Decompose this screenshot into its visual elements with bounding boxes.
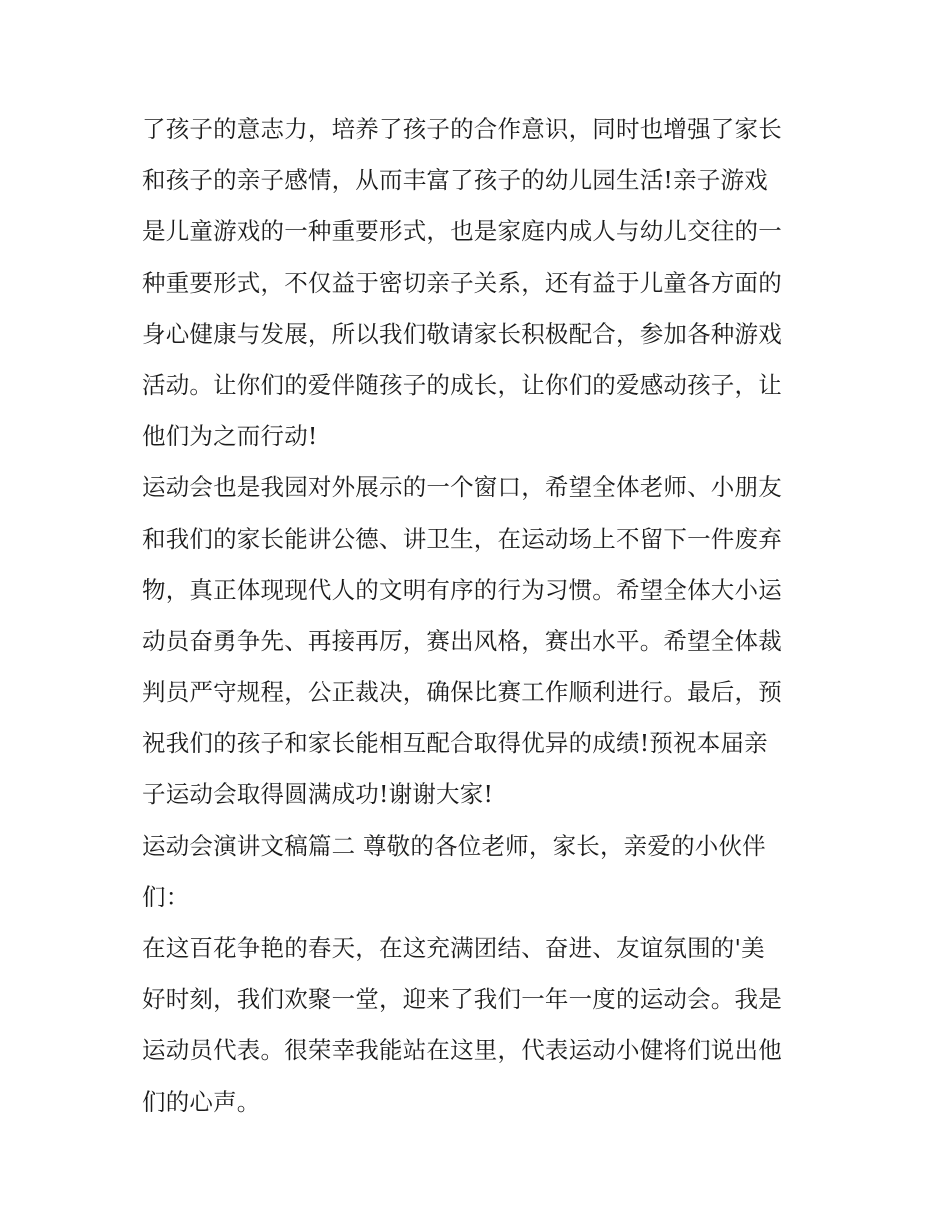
text-line: 判员严守规程，公正裁决，确保比赛工作顺利进行。最后，预 <box>142 678 782 707</box>
text-line: 动员奋勇争先、再接再厉，赛出风格，赛出水平。希望全体裁 <box>142 626 782 655</box>
text-line: 子运动会取得圆满成功!谢谢大家! <box>142 780 494 809</box>
text-line: 和我们的家长能讲公德、讲卫生，在运动场上不留下一件废弃 <box>142 524 782 553</box>
document-body <box>142 104 822 1128</box>
text-line: 他们为之而行动! <box>142 422 318 451</box>
text-line: 运动员代表。很荣幸我能站在这里，代表运动小健将们说出他 <box>142 1036 782 1065</box>
text-line: 物，真正体现现代人的文明有序的行为习惯。希望全体大小运 <box>142 575 782 604</box>
text-line: 们： <box>142 882 190 911</box>
text-line: 活动。让你们的爱伴随孩子的成长，让你们的爱感动孩子，让 <box>142 370 782 399</box>
text-line: 运动会也是我园对外展示的一个窗口，希望全体老师、小朋友 <box>142 473 782 502</box>
text-line: 身心健康与发展，所以我们敬请家长积极配合，参加各种游戏 <box>142 319 782 348</box>
text-line: 种重要形式，不仅益于密切亲子关系，还有益于儿童各方面的 <box>142 268 782 297</box>
text-line: 和孩子的亲子感情，从而丰富了孩子的幼儿园生活!亲子游戏 <box>142 166 768 195</box>
text-line: 是儿童游戏的一种重要形式，也是家庭内成人与幼儿交往的一 <box>142 217 782 246</box>
text-line: 在这百花争艳的春天，在这充满团结、奋进、友谊氛围的'美 <box>142 934 765 962</box>
section-heading-line: 运动会演讲文稿篇二 尊敬的各位老师，家长，亲爱的小伙伴 <box>142 831 766 860</box>
text-line: 了孩子的意志力，培养了孩子的合作意识，同时也增强了家长 <box>142 115 782 143</box>
text-line: 好时刻，我们欢聚一堂，迎来了我们一年一度的运动会。我是 <box>142 985 782 1014</box>
text-line: 们的心声。 <box>142 1087 261 1116</box>
text-line: 祝我们的孩子和家长能相互配合取得优异的成绩!预祝本届亲 <box>142 729 768 758</box>
